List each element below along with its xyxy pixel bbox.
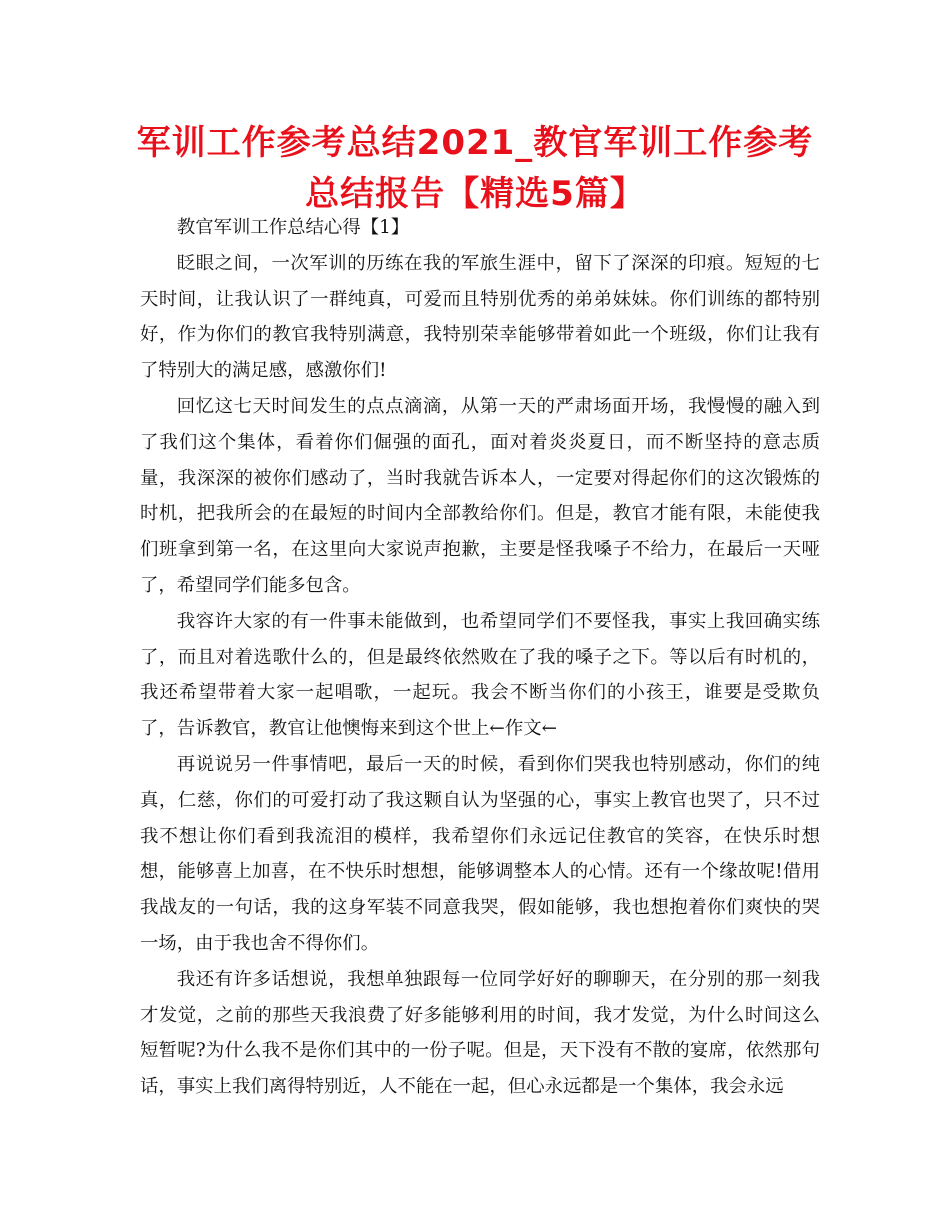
document-title: 军训工作参考总结2021_教官军训工作参考总结报告【精选5篇】 (136, 123, 814, 214)
section-heading: 教官军训工作总结心得【1】 (176, 217, 410, 238)
paragraph-2: 回忆这七天时间发生的点点滴滴，从第一天的严肃场面开场，我慢慢的融入到了我们这个集体，看着你们倔强的面孔，面对着炎炎夏日，而不断坚持的意志质量，我深深的被你们感动了，当时我就告诉本人，一定要对得起你们的这次锻炼的时机，把我所会的在最短的时间内全部教给你们。但是，教官才能有限，未能使我们班拿到第一名，在这里向大家说声抱歉，主要是怪我嗓子不给力，在最后一天哑了，希望同学们能多包含。 (140, 395, 820, 596)
paragraph-5: 我还有许多话想说，我想单独跟每一位同学好好的聊聊天，在分别的那一刻我才发觉，之前的那些天我浪费了好多能够利用的时间，我才发觉，为什么时间这么短暂呢?为什么我不是你们其中的一份子呢。但是，天下没有不散的宴席，依然那句话，事实上我们离得特别近，人不能在一起，但心永远都是一个集体，我会永远 (140, 968, 820, 1098)
document-body (140, 210, 820, 1105)
paragraph-4: 再说说另一件事情吧，最后一天的时候，看到你们哭我也特别感动，你们的纯真，仁慈，你们的可爱打动了我这颗自认为坚强的心，事实上教官也哭了，只不过我不想让你们看到我流泪的模样，我希望你们永远记住教官的笑容，在快乐时想想，能够喜上加喜，在不快乐时想想，能够调整本人的心情。还有一个缘故呢!借用我战友的一句话，我的这身军装不同意我哭，假如能够，我也想抱着你们爽快的哭一场，由于我也舍不得你们。 (140, 753, 820, 954)
paragraph-3: 我容许大家的有一件事未能做到，也希望同学们不要怪我，事实上我回确实练了，而且对着选歌什么的，但是最终依然败在了我的嗓子之下。等以后有时机的，我还希望带着大家一起唱歌，一起玩。我会不断当你们的小孩王，谁要是受欺负了，告诉教官，教官让他懊悔来到这个世上←作文← (140, 610, 820, 740)
paragraph-1: 眨眼之间，一次军训的历练在我的军旅生涯中，留下了深深的印痕。短短的七天时间，让我认识了一群纯真，可爱而且特别优秀的弟弟妹妹。你们训练的都特别好，作为你们的教官我特别满意，我特别荣幸能够带着如此一个班级，你们让我有了特别大的满足感，感激你们! (140, 252, 820, 382)
